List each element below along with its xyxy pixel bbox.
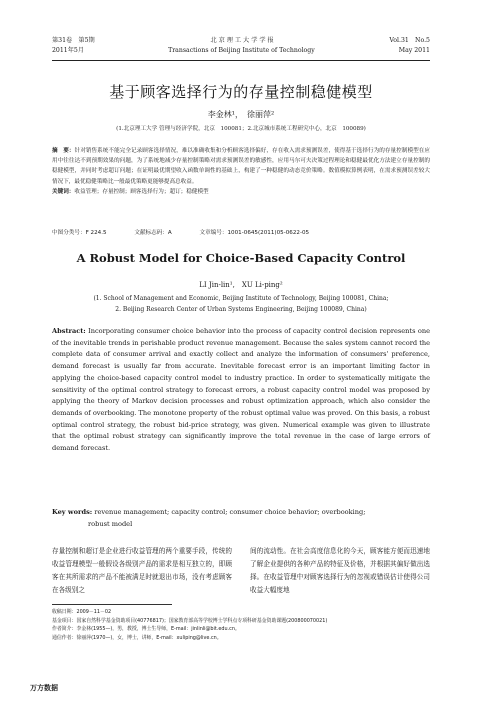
running-header: [52, 36, 430, 56]
keywords-en-line1: revenue management; capacity control; consumer choice behavior; overbooking;: [94, 508, 366, 516]
header-journal-en: Transactions of Beijing Institute of Technology: [168, 47, 315, 54]
body-column-right: 间的流动性。在社会高度信息化的今天，顾客能方便而迅速地了解企业提供的各种产品的特征及价格，并根据其偏好做出选择。在收益管理中对顾客选择行为的忽视或错误估计使得公司收益大幅度地: [250, 547, 430, 594]
affiliation-cn: (1.北京理工大学 管理与经济学院，北京 100081；2.北京城市系统工程研究中心，北京 100089): [116, 126, 366, 132]
paper-title-cn: 基于顾客选择行为的存量控制稳健模型: [109, 83, 373, 101]
abstract-cn-label: 摘 要：: [52, 148, 75, 154]
article-number: 文章编号：1001-0645(2011)05-0622-05: [199, 230, 310, 236]
body-column-left: 存量控制和超订是企业进行收益管理的两个重要手段，传统的收益管理模型一般假设各级别产品的需求是相互独立的，即顾客在其所需求的产品不能被满足时就退出市场，没有考虑顾客在各级别之: [52, 547, 232, 594]
keywords-cn-text: 收益管理；存量控制；顾客选择行为；超订；稳健模型: [74, 188, 209, 195]
paper-title-en: A Robust Model for Choice-Based Capacity Control: [76, 251, 406, 265]
abstract-en-text: Incorporating consumer choice behavior into the process of capacity control decision represents one of the inevitable trends in perishable product revenue management. Because the sales system cannot record the complete data of consumer arrival and exactly collect and analyze the information of consumers' preference, demand forecast is usually far from accurate. Inevitable forecast error is an important limiting factor in applying the choice-based capacity control model to industry practice. In order to systematically mitigate the sensitivity of the optimal control strategy to forecast errors, a robust capacity control model was proposed by applying the theory of Markov decision processes and robust optimization approach, which also consider the demands of overbooking. The monotone property of the robust optimal value was proved. On this basis, a robust optimal control strategy, the robust bid-price strategy, was given. Numerical example was given to illustrate that the optimal robust strategy can significantly improve the total revenue in the case of large errors of demand forecast.: [52, 327, 430, 453]
footnote-author: 作者简介：李金林(1955—)，男，教授，博士生导师，E-mail：jinlinli@bit.edu.cn。: [52, 626, 240, 632]
keywords-en: [52, 507, 430, 530]
header-volume-en: Vol.31 No.5: [389, 37, 430, 44]
footnote-received: 收稿日期：2009－11－02: [52, 609, 112, 615]
keywords-cn-label: 关键词：: [52, 188, 75, 195]
authors-cn: 李金林¹， 徐丽萍²: [207, 110, 275, 119]
footnotes: [52, 608, 430, 642]
classification-line: [52, 228, 430, 236]
clc-number: 中图分类号：F 224.5: [52, 230, 107, 236]
document-code: 文献标志码：A: [134, 230, 172, 236]
affiliation-en-line: (1. School of Management and Economic, Beijing Institute of Technology, Beijing 100081, China;: [93, 295, 389, 302]
footnote-funding: 基金项目：国家自然科学基金资助项目(40776817)；国家教育部高等学校博士学科点专项科研基金资助课题(200800070021): [52, 617, 328, 624]
header-date-en: May 2011: [398, 47, 430, 54]
footnote-rule: [52, 604, 172, 605]
header-date-cn: 2011年5月: [52, 47, 85, 54]
wanfang-watermark: 万方数据: [30, 684, 58, 692]
abstract-en: [52, 326, 430, 455]
affiliation-en-line: 2. Beijing Research Center of Urban Systems Engineering, Beijing 100089, China): [115, 306, 367, 313]
abstract-cn-text: 针对销售系统不能完全记录顾客选择情况，难以准确收集和分析顾客选择偏好，存在收入需求预测误差，使得基于选择行为的存量控制模型在应用中往往达不到预期效果的问题，为了系统地减少存量控制策略对需求预测误差的敏感性，应用马尔可夫决策过程理论和稳健最优化方法建立存量控制的稳健模型，并同时考虑超订问题；在证明最优期望收入函数单调性的基础上，构建了一种稳健的动态竞价策略。数值模拟算例表明，在需求预测误差较大情况下，最优稳健策略比一般最优策略更能够提高总收益。: [52, 148, 430, 185]
abstract-en-label: Abstract:: [52, 327, 86, 335]
abstract-cn: [52, 146, 430, 197]
header-volume-cn: 第31卷 第5期: [52, 37, 95, 44]
header-rule: [52, 60, 430, 61]
affiliation-en: [0, 293, 482, 315]
keywords-en-label: Key words:: [52, 508, 93, 516]
header-journal-cn: 北 京 理 工 大 学 学 报: [210, 37, 274, 44]
footnote-corresponding: 通信作者：徐丽萍(1970—)，女，博士，讲师，E-mail：xuliping@live.cn。: [52, 634, 222, 641]
keywords-en-line2: robust model: [88, 519, 133, 528]
authors-en: LI Jin-lin¹, XU Li-ping²: [199, 281, 283, 289]
